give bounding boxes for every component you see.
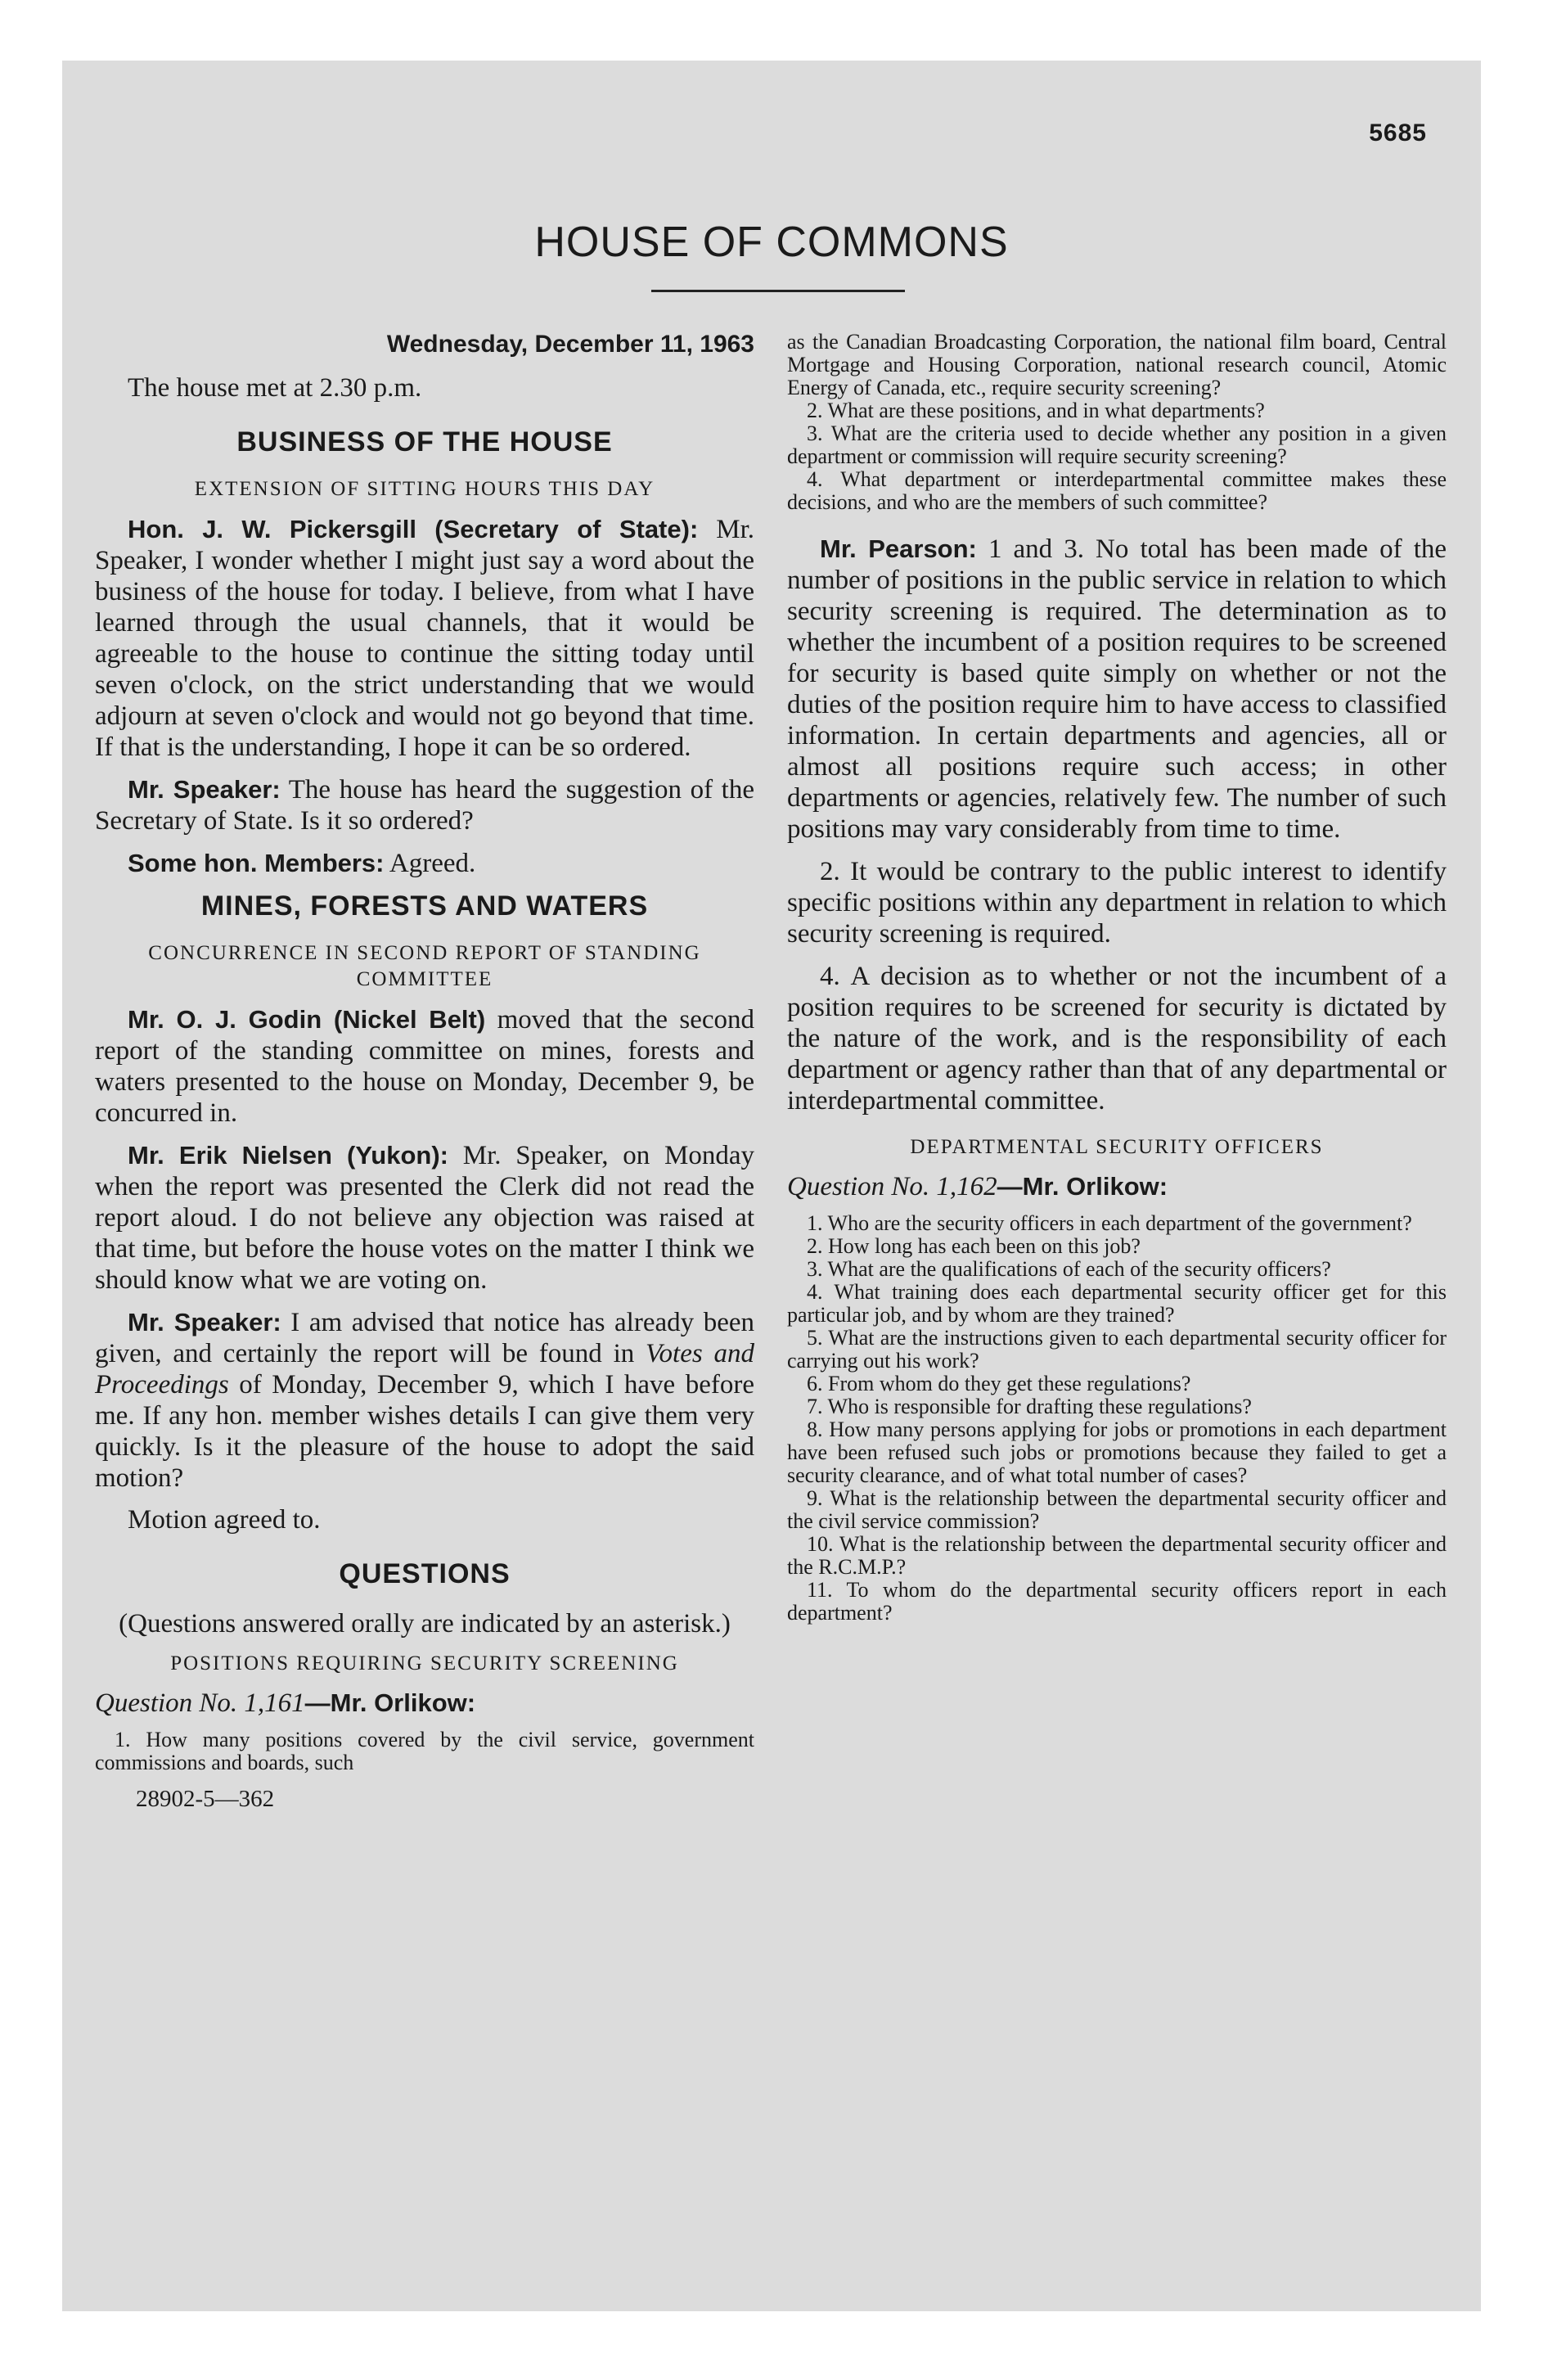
godin-paragraph (95, 1004, 754, 1129)
speaker-name: Mr. Speaker: (128, 1308, 281, 1336)
mines-heading: MINES, FORESTS AND WATERS (200, 890, 649, 922)
speaker-paragraph-1 (95, 774, 754, 836)
question-item: 1. How many positions covered by the civil service, government commissions and boards, such (95, 1728, 754, 1774)
positions-subheading: POSITIONS REQUIRING SECURITY SCREENING (170, 1652, 679, 1675)
answer-4: 4. A decision as to whether or not the incumbent of a position requires to be screened for security is dictated by the nature of the work, and is the responsibility of each department or agency rather than that of any departmental or interdepartmental committee. (787, 962, 1447, 1116)
speaker-name: Mr. O. J. Godin (Nickel Belt) (128, 1005, 486, 1034)
answer-2: 2. It would be contrary to the public interest to identify specific positions within any department in relation to which security screening is required. (787, 857, 1447, 949)
speaker-name: Hon. J. W. Pickersgill (Secretary of State): (128, 515, 699, 543)
document-page (62, 61, 1481, 2311)
paragraph-text: Mr. Speaker, on Monday when the report was presented the Clerk did not read the report aloud. I do not believe any objection was raised at that time, but before the house votes on the matter I think we should know what we are voting on. (95, 1141, 754, 1295)
nielsen-paragraph (95, 1140, 754, 1296)
business-subheading: EXTENSION OF SITTING HOURS THIS DAY (194, 478, 655, 500)
pickersgill-paragraph (95, 514, 754, 763)
paragraph-text: Mr. Speaker, I wonder whether I might just say a word about the business of the house for today. I believe, from what I have learned through the usual channels, that it would be agreeable to the house to continue the sitting today until seven o'clock, on the strict understanding that we would adjourn at seven o'clock and would not go beyond that time. If that is the understanding, I hope it can be so ordered. (95, 515, 754, 762)
question-1162-heading (787, 1172, 1447, 1202)
questions-heading: QUESTIONS (339, 1558, 511, 1589)
paragraph-text: The house has heard the suggestion of the Secretary of State. Is it so ordered? (95, 775, 754, 836)
question-item-continued: as the Canadian Broadcasting Corporation, the national film board, Central Mortgage and Housing Corporation, national research council, Atomic Energy of Canada, etc., require security screening? (787, 330, 1447, 399)
question-item: 2. How long has each been on this job? (807, 1234, 1141, 1258)
question-item: 9. What is the relationship between the departmental security officer and the civil service commission? (787, 1486, 1447, 1533)
page-number: 5685 (1369, 119, 1427, 146)
questions-note: (Questions answered orally are indicated by an asterisk.) (119, 1609, 731, 1639)
motion-agreed: Motion agreed to. (128, 1505, 321, 1535)
house-met-line: The house met at 2.30 p.m. (128, 373, 422, 403)
speaker-name: Some hon. Members: (128, 849, 385, 877)
paragraph-text: of Monday, December 9, which I have before me. If any hon. member wishes details I can give them very quickly. Is it the pleasure of the house to adopt the said motion? (95, 1370, 754, 1493)
speaker-name: Mr. Pearson: (820, 534, 977, 563)
right-column (787, 331, 1447, 1625)
question-asker: —Mr. Orlikow: (997, 1172, 1168, 1201)
question-item: 3. What are the criteria used to decide whether any position in a given department or commission will require security screening? (787, 421, 1447, 468)
question-item: 4. What training does each departmental security officer get for this particular job, and by whom are they trained? (787, 1280, 1447, 1327)
speaker-paragraph-2 (95, 1307, 754, 1494)
paragraph-text: Agreed. (384, 849, 476, 878)
question-item: 8. How many persons applying for jobs or promotions in each department have been refused such jobs or promotions because they failed to get a security clearance, and of what total number of cases? (787, 1418, 1447, 1487)
pearson-answer (787, 534, 1447, 845)
question-asker: —Mr. Orlikow: (304, 1688, 476, 1717)
paragraph-text: moved that the second report of the standing committee on mines, forests and waters presented to the house on Monday, December 9, be concurred in. (95, 1005, 754, 1128)
question-item: 6. From whom do they get these regulations? (807, 1372, 1191, 1395)
publication-title: Votes and Proceedings (95, 1339, 754, 1400)
departmental-subheading: DEPARTMENTAL SECURITY OFFICERS (910, 1136, 1324, 1158)
question-item: 5. What are the instructions given to each departmental security officer for carrying out his work? (787, 1326, 1447, 1373)
question-item: 7. Who is responsible for drafting these regulations? (807, 1395, 1252, 1418)
question-item: 2. What are these positions, and in what departments? (807, 399, 1265, 422)
sitting-date: Wednesday, December 11, 1963 (386, 331, 754, 358)
left-column (95, 331, 754, 1813)
paragraph-text: 1 and 3. No total has been made of the number of positions in the public service in relation to which security screening is required. The determination as to whether the incumbent of a position requires to be screened for security is based quite simply on whether or not the duties of the position require him to have access to classified information. In certain departments and agencies, all or almost all positions require such access; in other departments or agencies, relatively few. The number of such positions may vary considerably from time to time. (787, 534, 1447, 844)
question-1161-heading (95, 1688, 754, 1719)
question-item: 1. Who are the security officers in each department of the government? (807, 1211, 1412, 1235)
members-agreed (95, 848, 754, 879)
question-item: 11. To whom do the departmental security officers report in each department? (787, 1578, 1447, 1625)
question-item: 10. What is the relationship between the departmental security officer and the R.C.M.P.? (787, 1532, 1447, 1579)
business-heading: BUSINESS OF THE HOUSE (236, 426, 613, 458)
question-number: Question No. 1,161 (95, 1688, 305, 1718)
title-divider (651, 290, 905, 292)
speaker-name: Mr. Erik Nielsen (Yukon): (128, 1141, 448, 1170)
speaker-name: Mr. Speaker: (128, 775, 281, 804)
paragraph-text: I am advised that notice has already been given, and certainly the report will be found in (95, 1308, 754, 1368)
mines-subheading: CONCURRENCE IN SECOND REPORT OF STANDING COMMITTEE (148, 942, 701, 990)
question-item: 3. What are the qualifications of each of the security officers? (807, 1257, 1331, 1281)
spacer (787, 514, 1447, 534)
question-item: 4. What department or interdepartmental committee makes these decisions, and who are the members of such committee? (787, 467, 1447, 514)
question-number: Question No. 1,162 (787, 1172, 997, 1201)
page-title: HOUSE OF COMMONS (534, 219, 1009, 266)
printer-code: 28902-5—362 (136, 1786, 275, 1812)
